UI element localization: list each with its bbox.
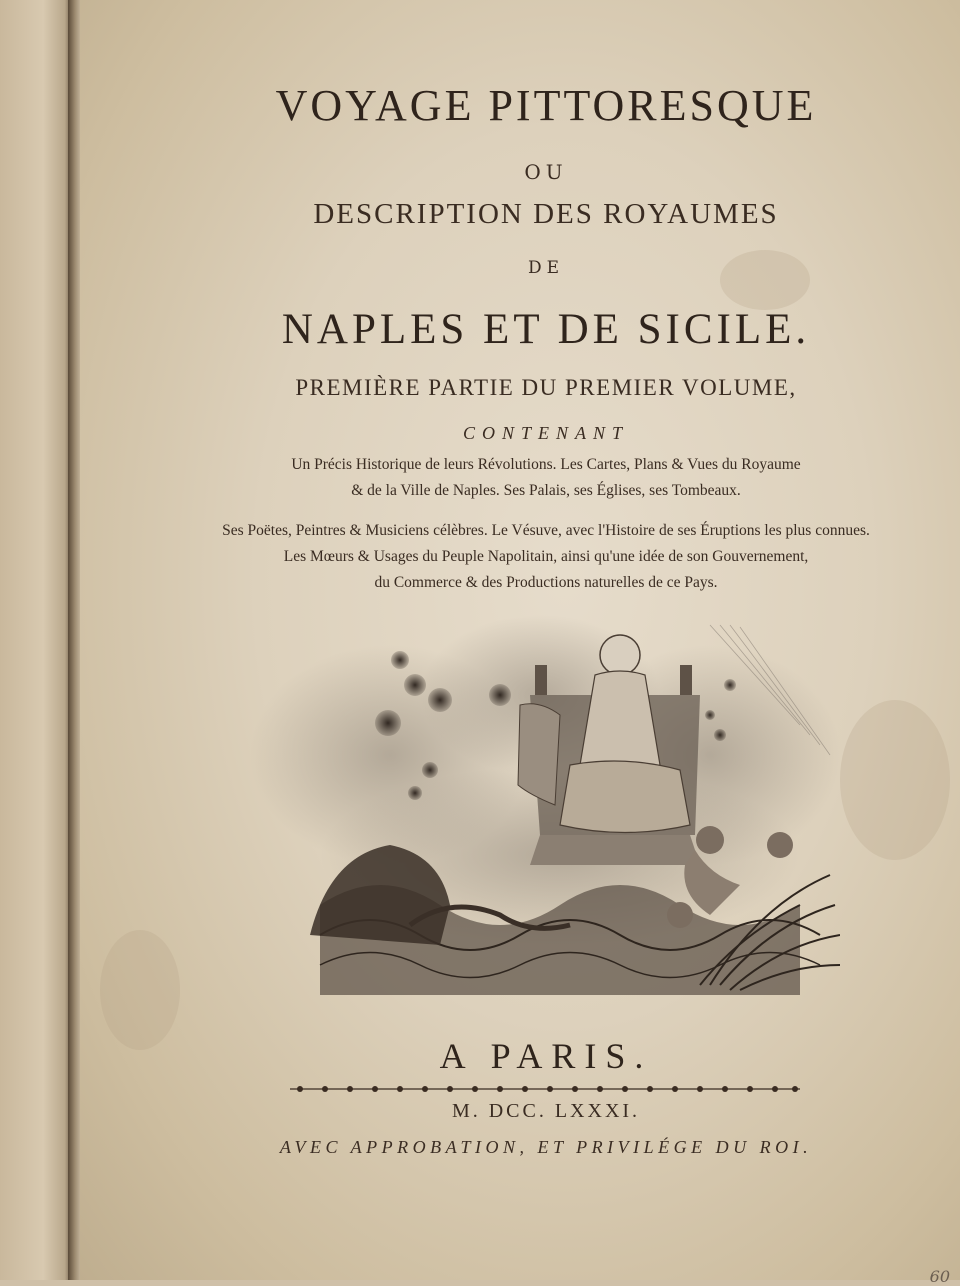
title-preposition-de: DE	[527, 258, 565, 278]
title-line-naples: NAPLES ET DE SICILE.	[281, 306, 811, 353]
description-line-2: & de la Ville de Naples. Ses Palais, ses Églises, ses Tombeaux.	[351, 482, 741, 499]
foxing-stain	[840, 700, 950, 860]
title-page	[80, 0, 960, 1286]
title-line-description: DESCRIPTION DES ROYAUMES	[313, 198, 779, 230]
volume-subtitle: PREMIÈRE PARTIE DU PREMIER VOLUME,	[295, 375, 797, 400]
title-conjunction-ou: OU	[524, 160, 568, 184]
pencil-page-mark: 60	[929, 1267, 950, 1286]
description-line-4: Les Mœurs & Usages du Peuple Napolitain, ainsi qu'une idée de son Gouvernement,	[283, 548, 809, 565]
imprint-privilege: AVEC APPROBATION, ET PRIVILÉGE DU ROI.	[279, 1137, 813, 1157]
frontispiece-engraving	[240, 605, 840, 1015]
description-line-1: Un Précis Historique de leurs Révolutions. Les Cartes, Plans & Vues du Royaume	[291, 456, 801, 473]
description-line-5: du Commerce & des Productions naturelles de ce Pays.	[374, 574, 718, 591]
facing-page	[0, 0, 72, 1280]
description-line-3: Ses Poëtes, Peintres & Musiciens célèbres. Le Vésuve, avec l'Histoire de ses Éruptions les plus connues.	[222, 522, 870, 539]
title-line-voyage: VOYAGE PITTORESQUE	[275, 81, 817, 130]
foxing-stain	[100, 930, 180, 1050]
contenant-heading: CONTENANT	[462, 423, 630, 443]
imprint-year: M. DCC. LXXXI.	[451, 1100, 641, 1122]
ornamental-rule	[290, 1082, 800, 1096]
imprint-place: A PARIS.	[439, 1036, 653, 1076]
